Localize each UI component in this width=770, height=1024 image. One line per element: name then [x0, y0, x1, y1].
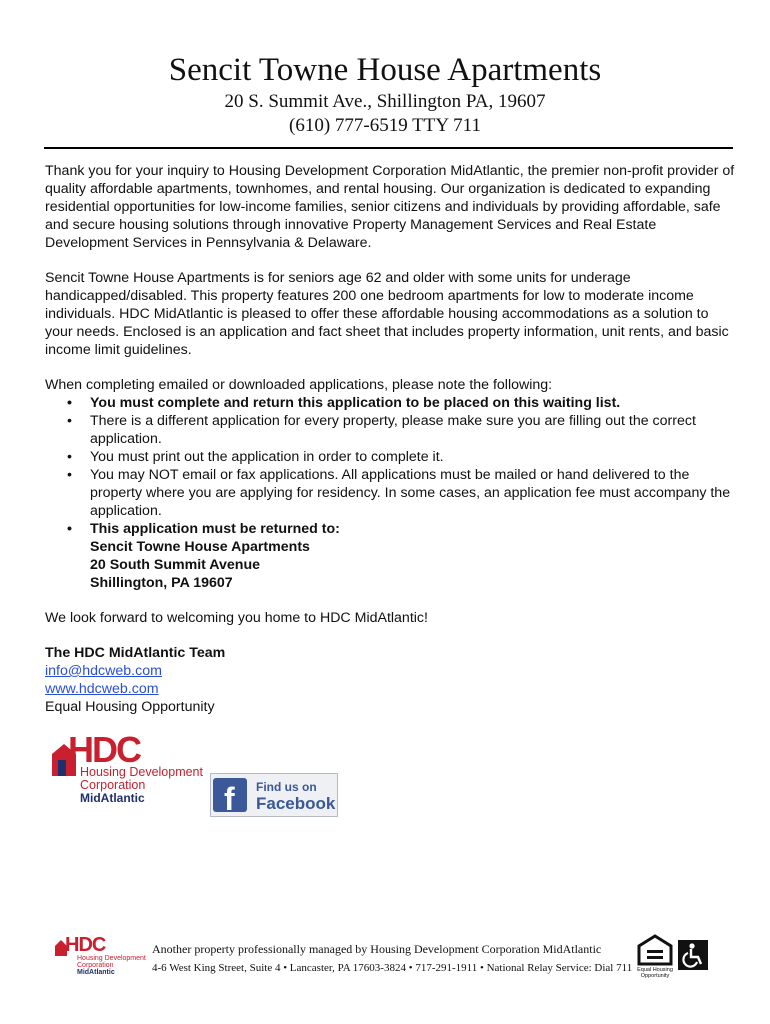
svg-text:Housing Development: Housing Development — [77, 955, 146, 962]
return-label: • This application must be returned to: — [90, 521, 340, 537]
list-intro: When completing emailed or downloaded applications, please note the following: — [45, 377, 553, 393]
list-item: • You may NOT email or fax applications. All applications must be mailed or hand delivered to the property where you are applying for residency. In some cases, an application fee must accompany the application. — [45, 466, 735, 520]
logo-line-1: Housing Development — [80, 765, 203, 779]
footer-address: 4-6 West King Street, Suite 4 • Lancaster, PA 17603-3824 • 717-291-1911 • National Relay Service: Dial 711 — [152, 962, 633, 974]
facebook-badge[interactable] — [210, 773, 338, 817]
return-name: Sencit Towne House Apartments — [90, 539, 310, 555]
instructions-list — [45, 394, 735, 592]
wheelchair-icon — [678, 940, 708, 970]
svg-text:MidAtlantic: MidAtlantic — [77, 969, 115, 976]
website-link[interactable]: www.hdcweb.com — [45, 681, 159, 697]
facebook-line-2: Facebook — [256, 794, 336, 813]
signature-team: The HDC MidAtlantic Team — [45, 645, 226, 661]
property-phone: (610) 777-6519 TTY 711 — [289, 115, 481, 136]
header-divider — [44, 147, 733, 149]
svg-text:Equal Housing: Equal Housing — [637, 967, 673, 973]
svg-text:Corporation: Corporation — [77, 962, 114, 969]
property-title: Sencit Towne House Apartments — [168, 52, 602, 88]
email-link[interactable]: info@hdcweb.com — [45, 663, 162, 679]
letterhead — [0, 50, 770, 138]
property-paragraph: Sencit Towne House Apartments is for seniors age 62 and older with some units for underage handicapped/disabled. This property features 200 one bedroom apartments for low to moderate income individuals. HDC MidAtlantic is pleased to offer these affordable housing accommodations as a solution to your needs. Enclosed is an application and fact sheet that includes property information, unit rents, and basic income limit guidelines. — [45, 270, 729, 358]
list-item: • There is a different application for every property, please make sure you are filling out the correct application. — [45, 412, 735, 448]
svg-text:HDC: HDC — [65, 934, 106, 956]
equal-housing-text: Equal Housing Opportunity — [45, 699, 215, 715]
return-street: 20 South Summit Avenue — [90, 557, 261, 573]
letter-body — [45, 162, 735, 716]
intro-paragraph: Thank you for your inquiry to Housing Development Corporation MidAtlantic, the premier non-profit provider of quality affordable apartments, townhomes, and rental housing. Our organization is dedicated to expanding residential opportunities for low-income families, senior citizens and individuals by providing affordable, safe and secure housing solutions through innovative Property Management Services and Real Estate Development Services in Pennsylvania & Delaware. — [45, 163, 735, 251]
facebook-line-1: Find us on — [256, 780, 317, 794]
equal-housing-icon — [636, 934, 674, 978]
return-address-item — [45, 520, 735, 592]
list-item: • You must complete and return this application to be placed on this waiting list. — [45, 394, 735, 412]
property-address: 20 S. Summit Ave., Shillington PA, 19607 — [224, 91, 546, 112]
hdc-logo — [50, 728, 210, 808]
closing-line: We look forward to welcoming you home to HDC MidAtlantic! — [45, 610, 428, 626]
logo-line-3: MidAtlantic — [80, 791, 145, 805]
svg-text:f: f — [224, 781, 235, 817]
list-item: • You must print out the application in order to complete it. — [45, 448, 735, 466]
return-city: Shillington, PA 19607 — [90, 575, 233, 591]
logo-letters: HDC — [68, 729, 140, 770]
footer-hdc-logo — [55, 932, 146, 976]
svg-text:Opportunity: Opportunity — [640, 973, 670, 979]
logo-line-2: Corporation — [80, 778, 146, 792]
footer-managed-by: Another property professionally managed by Housing Development Corporation MidAtlantic — [152, 942, 602, 956]
